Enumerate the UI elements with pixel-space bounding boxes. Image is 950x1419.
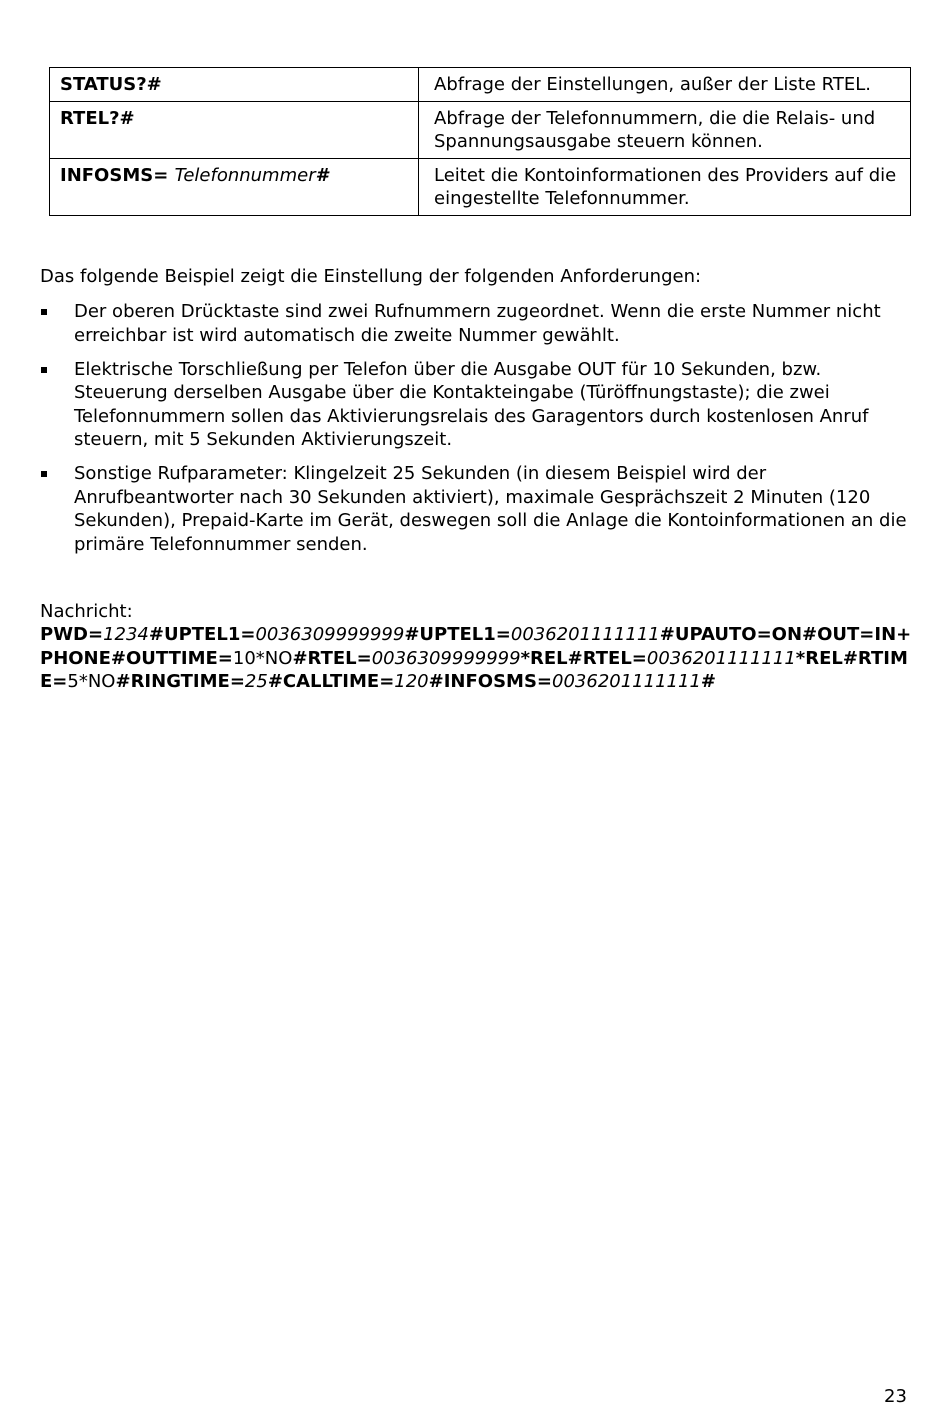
message-segment: 0036309999999 — [371, 647, 521, 669]
list-item-text: Sonstige Rufparameter: Klingelzeit 25 Sekunden (in diesem Beispiel wird der Anrufbeantworter nach 30 Sekunden aktiviert), maximale Gesprächszeit 2 Minuten (120 Sekunden), Prepaid-Karte im Gerät, deswegen soll die Anlage die Kontoinformationen an die primäre Telefonnummer senden. — [74, 463, 907, 555]
list-item-text: Elektrische Torschließung per Telefon über die Ausgabe OUT für 10 Sekunden, bzw. Steuerung derselben Ausgabe über die Kontakteingabe (Türöffnungstaste); die zwei Telefonnummern sollen das Aktivierungsrelais des Garagentors durch kostenlosen Anruf steuern, mit 5 Sekunden Aktivierungszeit. — [74, 358, 869, 450]
square-bullet-icon — [41, 367, 47, 373]
description-cell: Leitet die Kontoinformationen des Providers auf die eingestellte Telefonnummer. — [419, 158, 911, 215]
message-segment: 0036201111111 — [552, 671, 701, 692]
message-segment: 0036201111111 — [510, 624, 660, 645]
message-segment: PWD= — [40, 624, 104, 645]
message-segment: 120 — [394, 671, 429, 692]
square-bullet-icon — [41, 471, 47, 477]
requirements-list — [40, 300, 910, 567]
message-segment: #CALLTIME= — [267, 671, 395, 692]
command-cell — [50, 101, 419, 158]
message-segment: #RINGTIME= — [115, 671, 245, 692]
command-suffix: # — [315, 164, 329, 186]
description-cell: Abfrage der Einstellungen, außer der Liste RTEL. — [419, 68, 911, 102]
command-text: STATUS?# — [60, 74, 162, 95]
command-text: INFOSMS= — [60, 164, 169, 186]
command-table — [49, 67, 911, 216]
command-param: Telefonnummer — [174, 164, 316, 186]
message-segment: #UPTEL1= — [404, 624, 511, 645]
list-item-text: Der oberen Drücktaste sind zwei Rufnummern zugeordnet. Wenn die erste Nummer nicht erreichbar ist wird automatisch die zweite Nummer gewählt. — [74, 301, 881, 346]
message-segment: 25 — [244, 671, 268, 692]
list-item — [40, 462, 910, 556]
list-item — [40, 358, 910, 452]
message-label: Nachricht: — [40, 601, 133, 622]
page-number: 23 — [884, 1386, 907, 1407]
list-item — [40, 300, 910, 347]
message-segment: #UPTEL1= — [148, 624, 256, 645]
message-segment: #UPAUTO=ON#OUT=IN+PHONE#OUTTIME= — [40, 624, 912, 669]
message-segment: 10*NO — [232, 647, 293, 669]
message-segment: *REL#RTIME= — [40, 647, 908, 692]
message-segment: #RTEL= — [292, 647, 372, 669]
message-segment: 0036309999999 — [255, 624, 405, 645]
message-segment: 5*NO — [67, 671, 116, 692]
command-text: RTEL?# — [60, 107, 135, 129]
message-segment: *REL#RTEL= — [520, 647, 647, 669]
command-cell — [50, 68, 419, 102]
square-bullet-icon — [41, 309, 47, 315]
description-cell: Abfrage der Telefonnummern, die die Relais- und Spannungsausgabe steuern können. — [419, 101, 911, 158]
message-segment: 0036201111111 — [646, 647, 796, 669]
table-row — [50, 158, 911, 215]
message-segment: # — [700, 671, 716, 692]
sms-command-message — [40, 623, 920, 694]
message-segment: 1234 — [103, 624, 149, 645]
table-row — [50, 101, 911, 158]
message-segment: #INFOSMS= — [428, 671, 553, 692]
command-cell — [50, 158, 419, 215]
table-row — [50, 68, 911, 102]
intro-paragraph: Das folgende Beispiel zeigt die Einstellung der folgenden Anforderungen: — [40, 266, 702, 287]
